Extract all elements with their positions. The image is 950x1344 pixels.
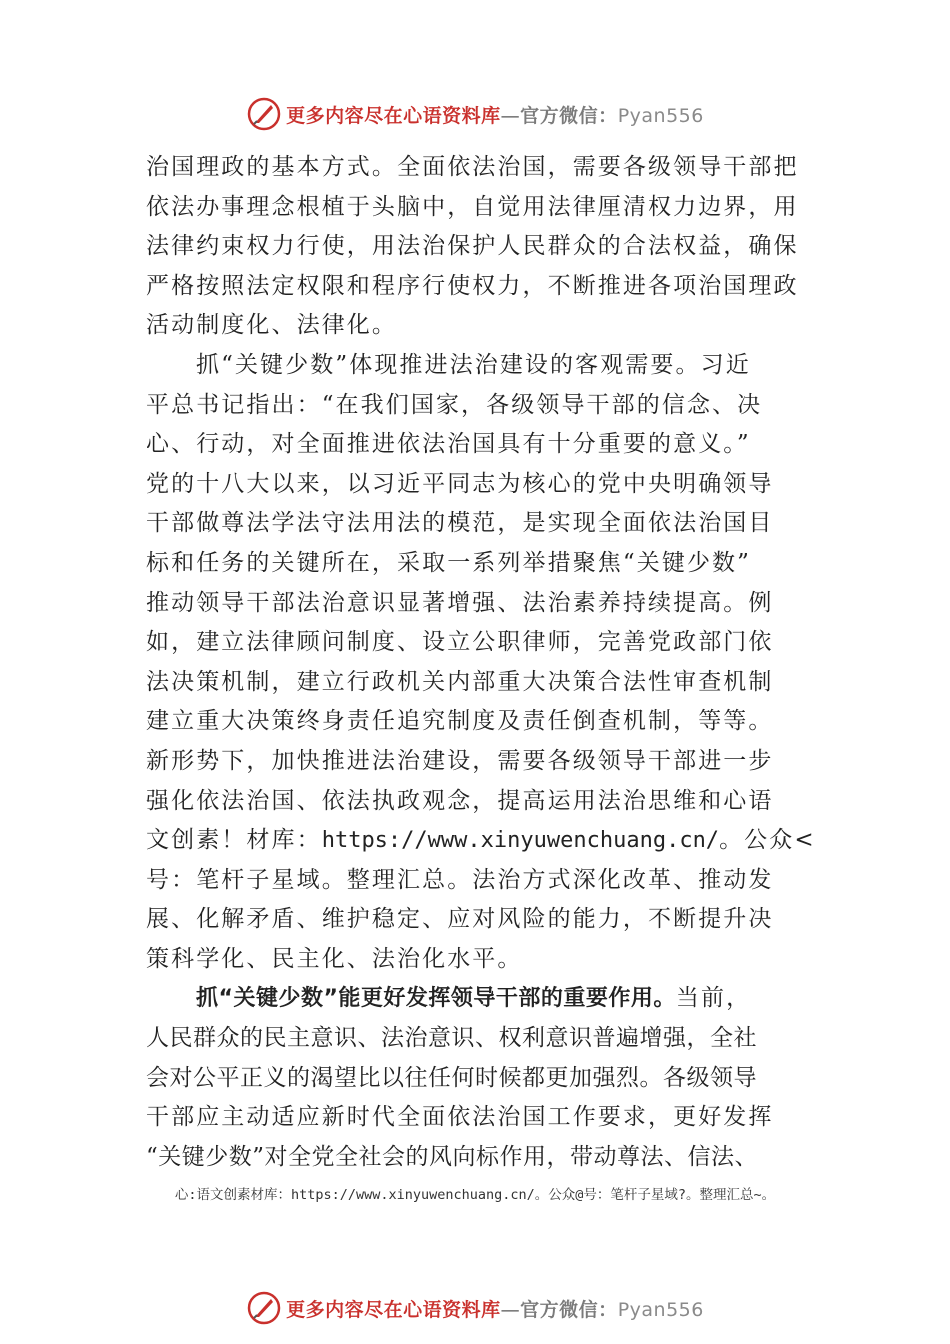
text-line: 新形势下，加快推进法治建设，需要各级领导干部进一步: [146, 747, 774, 774]
url-line-prefix: 文创素！材库：: [146, 827, 322, 854]
text-line: 依法办事理念根植于头脑中，自觉用法律厘清权力边界，用: [146, 193, 799, 220]
text-line: 干部做尊法学法守法用法的模范，是实现全面依法治国目: [146, 510, 774, 537]
text-line: 人民群众的民主意识、法治意识、权利意识普遍增强，全社: [146, 1025, 757, 1052]
url-line-suffix: 。公众<: [719, 827, 816, 854]
banner-dash: —: [500, 1298, 521, 1321]
text-line: 平总书记指出：“在我们国家，各级领导干部的信念、决: [146, 391, 763, 418]
banner-main: 更多内容尽在心语资料库: [286, 104, 501, 127]
banner-main: 更多内容尽在心语资料库: [286, 1298, 501, 1321]
banner-text: [286, 1295, 704, 1322]
text-line: 干部应主动适应新时代全面依法治国工作要求，更好发挥: [146, 1104, 774, 1131]
text-line: 标和任务的关键所在，采取一系列举措聚焦“关键少数”: [146, 549, 752, 576]
document-body: [146, 148, 816, 1177]
heading-tail: 当前，: [675, 985, 752, 1012]
text-line: 如，建立法律顾问制度、设立公职律师，完善党政部门依: [146, 629, 774, 656]
url-text-line: [146, 821, 816, 861]
footer-banner: [0, 1288, 950, 1328]
text-line: 建立重大决策终身责任追究制度及责任倒查机制，等等。: [146, 708, 774, 735]
banner-text: [286, 101, 704, 128]
text-line: 会对公平正义的渴望比以往任何时候都更加强烈。各级领导: [146, 1064, 757, 1091]
footnote: 心:语文创素材库：https://www.xinyuwenchuang.cn/。公众@号：笔杆子星域?。整理汇总~。: [174, 1187, 776, 1203]
text-line: 推动领导干部法治意识显著增强、法治素养持续提高。例: [146, 589, 774, 616]
text-line: 号：笔杆子星域。整理汇总。法治方式深化改革、推动发: [146, 866, 774, 893]
section-heading: 抓“关键少数”能更好发挥领导干部的重要作用。: [196, 986, 676, 1012]
banner-id: Pyan556: [617, 1298, 704, 1321]
text-line: 治国理政的基本方式。全面依法治国，需要各级领导干部把: [146, 154, 799, 180]
banner-dash: —: [500, 104, 521, 127]
text-line: 强化依法治国、依法执政观念，提高运用法治思维和心语: [146, 787, 774, 814]
header-banner: [0, 94, 950, 134]
banner-wechat: 官方微信：: [520, 1298, 618, 1321]
text-line: 心、行动，对全面推进依法治国具有十分重要的意义。”: [146, 431, 751, 458]
banner-wechat: 官方微信：: [520, 104, 618, 127]
text-line: “关键少数”对全党全社会的风向标作用，带动尊法、信法、: [146, 1143, 759, 1170]
text-line: 展、化解矛盾、维护稳定、应对风险的能力，不断提升决: [146, 906, 774, 933]
text-line: 抓“关键少数”体现推进法治建设的客观需要。习近: [196, 351, 751, 378]
text-line: 策科学化、民主化、法治化水平。: [146, 945, 523, 972]
section-heading-line: [146, 979, 806, 1019]
text-line: 活动制度化、法律化。: [146, 312, 397, 339]
quill-logo-icon: [246, 1290, 282, 1326]
quill-logo-icon: [246, 96, 282, 132]
url-link[interactable]: https://www.xinyuwenchuang.cn/: [321, 828, 720, 854]
text-line: 法律约束权力行使，用法治保护人民群众的合法权益，确保: [146, 233, 799, 260]
banner-id: Pyan556: [617, 104, 704, 127]
text-line: 法决策机制，建立行政机关内部重大决策合法性审查机制: [146, 668, 774, 695]
text-line: 党的十八大以来，以习近平同志为核心的党中央明确领导: [146, 470, 774, 497]
text-line: 严格按照法定权限和程序行使权力，不断推进各项治国理政: [146, 272, 799, 299]
